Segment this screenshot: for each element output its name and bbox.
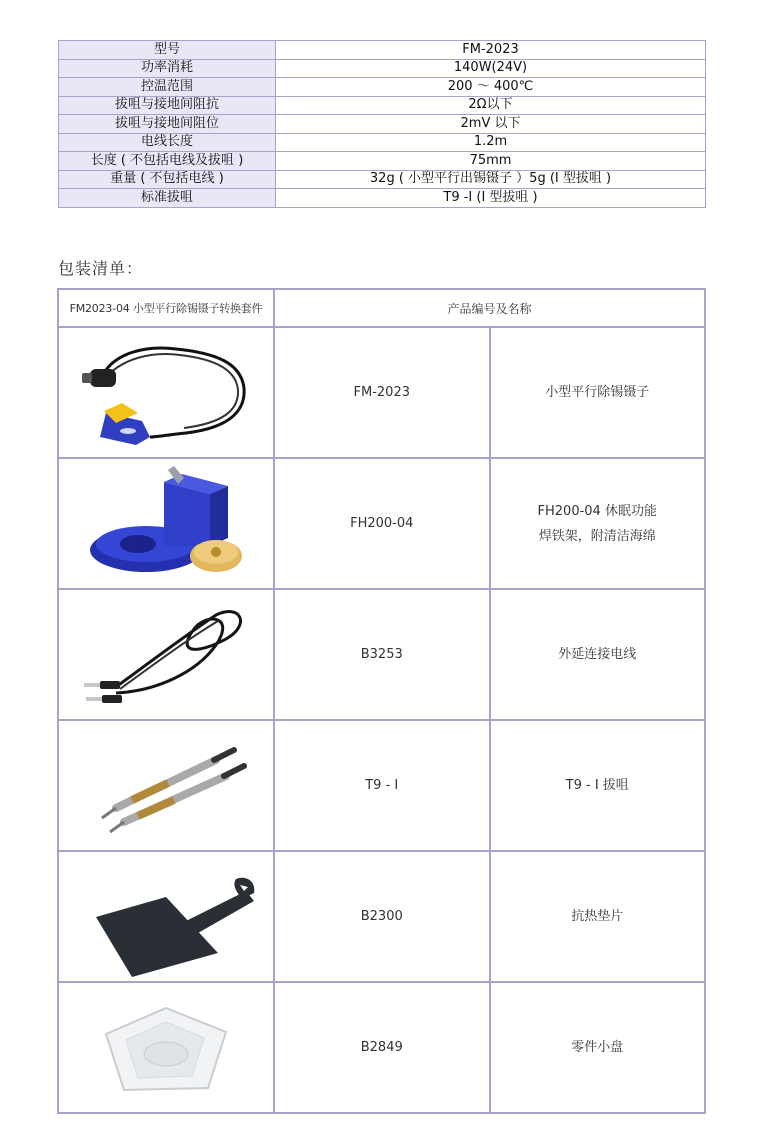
spec-key: 长度 ( 不包括电线及拔咀 ) bbox=[59, 152, 276, 171]
product-name: 零件小盘 bbox=[490, 982, 706, 1113]
package-row bbox=[58, 589, 705, 720]
spec-row bbox=[59, 96, 706, 115]
package-row bbox=[58, 982, 705, 1113]
package-row bbox=[58, 851, 705, 982]
extension-cable-icon bbox=[76, 595, 256, 715]
product-header: 产品编号及名称 bbox=[274, 289, 705, 327]
product-name bbox=[490, 458, 706, 589]
spec-value: 1.2m bbox=[276, 133, 706, 152]
package-header-row bbox=[58, 289, 705, 327]
spec-key: 功率消耗 bbox=[59, 59, 276, 78]
spec-value: 2Ω以下 bbox=[276, 96, 706, 115]
tips-icon bbox=[76, 726, 256, 846]
tweezer-handpiece-icon bbox=[76, 333, 256, 453]
product-image-cell bbox=[58, 720, 274, 851]
product-image-cell bbox=[58, 851, 274, 982]
package-row bbox=[58, 720, 705, 851]
product-code: FH200-04 bbox=[274, 458, 490, 589]
iron-holder-icon bbox=[76, 464, 256, 584]
product-name: T9 - I 拔咀 bbox=[490, 720, 706, 851]
spec-row bbox=[59, 78, 706, 97]
package-table bbox=[57, 288, 706, 1114]
spec-key: 型号 bbox=[59, 41, 276, 60]
spec-row bbox=[59, 152, 706, 171]
package-row bbox=[58, 458, 705, 589]
spec-row bbox=[59, 59, 706, 78]
package-list-title: 包装清单： bbox=[58, 259, 144, 278]
spec-value: 200 ～ 400℃ bbox=[276, 78, 706, 97]
spec-key: 拔咀与接地间阻位 bbox=[59, 115, 276, 134]
product-name: 抗热垫片 bbox=[490, 851, 706, 982]
product-image-cell bbox=[58, 458, 274, 589]
product-image-cell bbox=[58, 589, 274, 720]
spec-value: T9 -I (I 型拔咀 ) bbox=[276, 189, 706, 208]
product-name-line: FH200-04 休眠功能 bbox=[537, 503, 657, 519]
parts-tray-icon bbox=[76, 988, 256, 1108]
spec-key: 拔咀与接地间阻抗 bbox=[59, 96, 276, 115]
product-code: B3253 bbox=[274, 589, 490, 720]
spec-key: 控温范围 bbox=[59, 78, 276, 97]
product-name-line: 焊铁架，附清洁海绵 bbox=[538, 528, 656, 544]
heat-pad-icon bbox=[76, 857, 256, 977]
product-code: FM-2023 bbox=[274, 327, 490, 458]
package-row bbox=[58, 327, 705, 458]
spec-table bbox=[58, 40, 706, 208]
spec-key: 重量 ( 不包括电线 ) bbox=[59, 170, 276, 189]
product-image-cell bbox=[58, 327, 274, 458]
spec-row bbox=[59, 41, 706, 60]
kit-header: FM2023-04 小型平行除锡镊子转换套件 bbox=[58, 289, 274, 327]
product-image-cell bbox=[58, 982, 274, 1113]
product-name: 外延连接电线 bbox=[490, 589, 706, 720]
spec-row bbox=[59, 115, 706, 134]
product-code: T9 - I bbox=[274, 720, 490, 851]
product-code: B2849 bbox=[274, 982, 490, 1113]
spec-row bbox=[59, 133, 706, 152]
spec-key: 电线长度 bbox=[59, 133, 276, 152]
spec-key: 标准拔咀 bbox=[59, 189, 276, 208]
product-code: B2300 bbox=[274, 851, 490, 982]
spec-value: FM-2023 bbox=[276, 41, 706, 60]
spec-value: 2mV 以下 bbox=[276, 115, 706, 134]
spec-row bbox=[59, 189, 706, 208]
product-name: 小型平行除锡镊子 bbox=[490, 327, 706, 458]
spec-value: 32g ( 小型平行出锡镊子 ）5g (I 型拔咀 ) bbox=[276, 170, 706, 189]
spec-row bbox=[59, 170, 706, 189]
spec-value: 140W(24V) bbox=[276, 59, 706, 78]
spec-value: 75mm bbox=[276, 152, 706, 171]
